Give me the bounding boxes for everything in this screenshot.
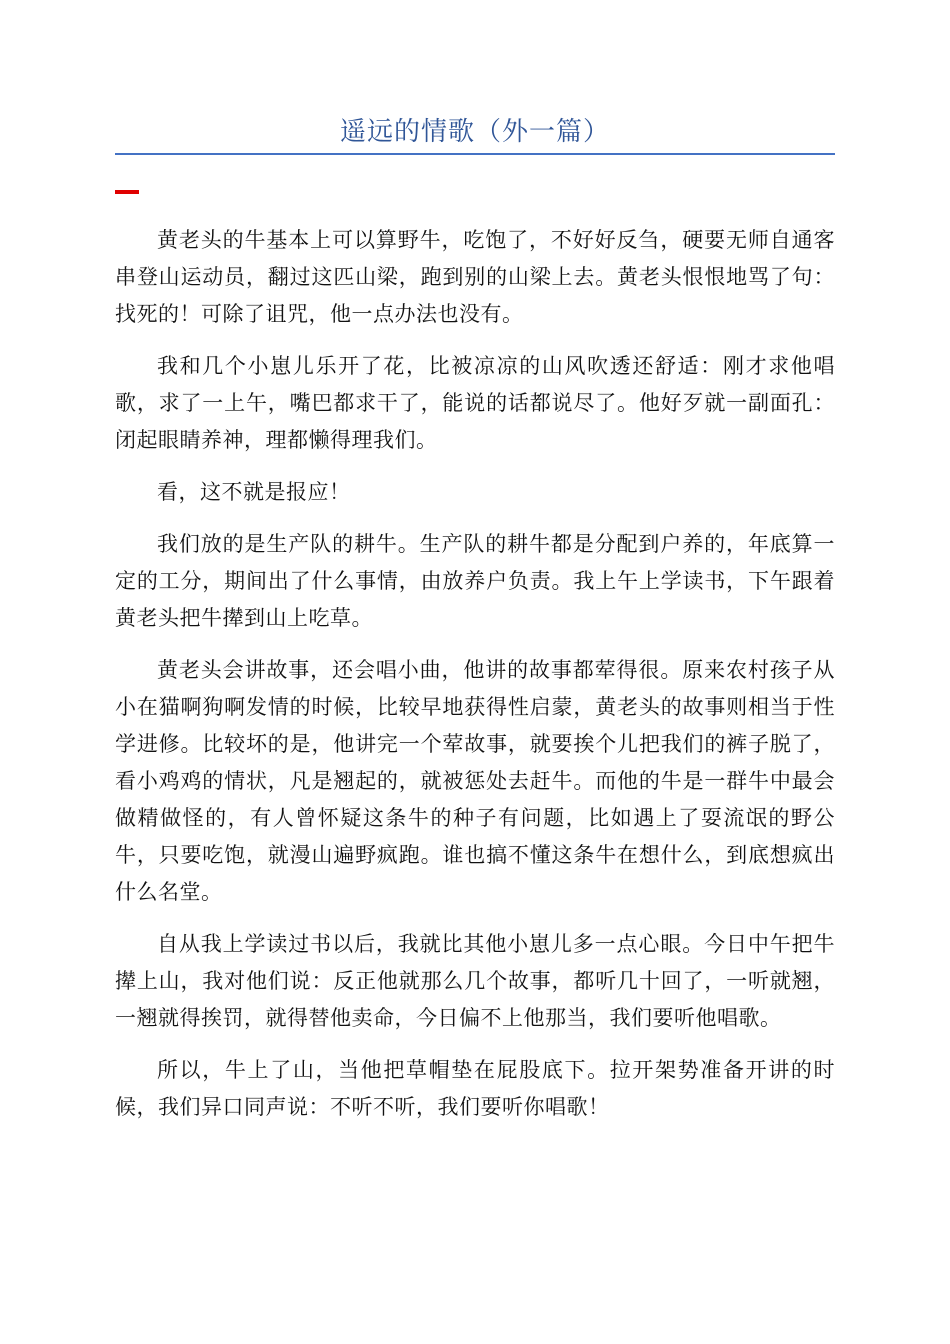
document-title: 遥远的情歌（外一篇） [339,117,610,147]
paragraph-1: 黄老头的牛基本上可以算野牛，吃饱了，不好好反刍，硬要无师自通客串登山运动员，翻过这匹山梁，跑到别的山梁上去。黄老头恨恨地骂了句：找死的！可除了诅咒，他一点办法也没有。 [115,228,835,326]
section-number-one [115,190,139,194]
paragraph-7: 所以，牛上了山，当他把草帽垫在屁股底下。拉开架势准备开讲的时候，我们异口同声说：不听不听，我们要听你唱歌！ [115,1058,835,1119]
paragraph-3: 看，这不就是报应！ [157,480,351,504]
paragraph-4: 我们放的是生产队的耕牛。生产队的耕牛都是分配到户养的，年底算一定的工分，期间出了什么事情，由放养户负责。我上午上学读书，下午跟着黄老头把牛撵到山上吃草。 [115,532,835,630]
document-body [115,222,835,1141]
paragraph-5: 黄老头会讲故事，还会唱小曲，他讲的故事都荤得很。原来农村孩子从小在猫啊狗啊发情的时候，比较早地获得性启蒙，黄老头的故事则相当于性学进修。比较坏的是，他讲完一个荤故事，就要挨个儿把我们的裤子脱了，看小鸡鸡的情状，凡是翘起的，就被惩处去赶牛。而他的牛是一群牛中最会做精做怪的，有人曾怀疑这条牛的种子有问题，比如遇上了耍流氓的野公牛，只要吃饱，就漫山遍野疯跑。谁也搞不懂这条牛在想什么，到底想疯出什么名堂。 [115,658,835,904]
paragraph-6: 自从我上学读过书以后，我就比其他小崽儿多一点心眼。今日中午把牛撵上山，我对他们说：反正他就那么几个故事，都听几十回了，一听就翘，一翘就得挨罚，就得替他卖命，今日偏不上他那当，我们要听他唱歌。 [115,932,835,1030]
title-underline [115,153,835,155]
paragraph-2: 我和几个小崽儿乐开了花，比被凉凉的山风吹透还舒适：刚才求他唱歌，求了一上午，嘴巴都求干了，能说的话都说尽了。他好歹就一副面孔：闭起眼睛养神，理都懒得理我们。 [115,354,835,452]
